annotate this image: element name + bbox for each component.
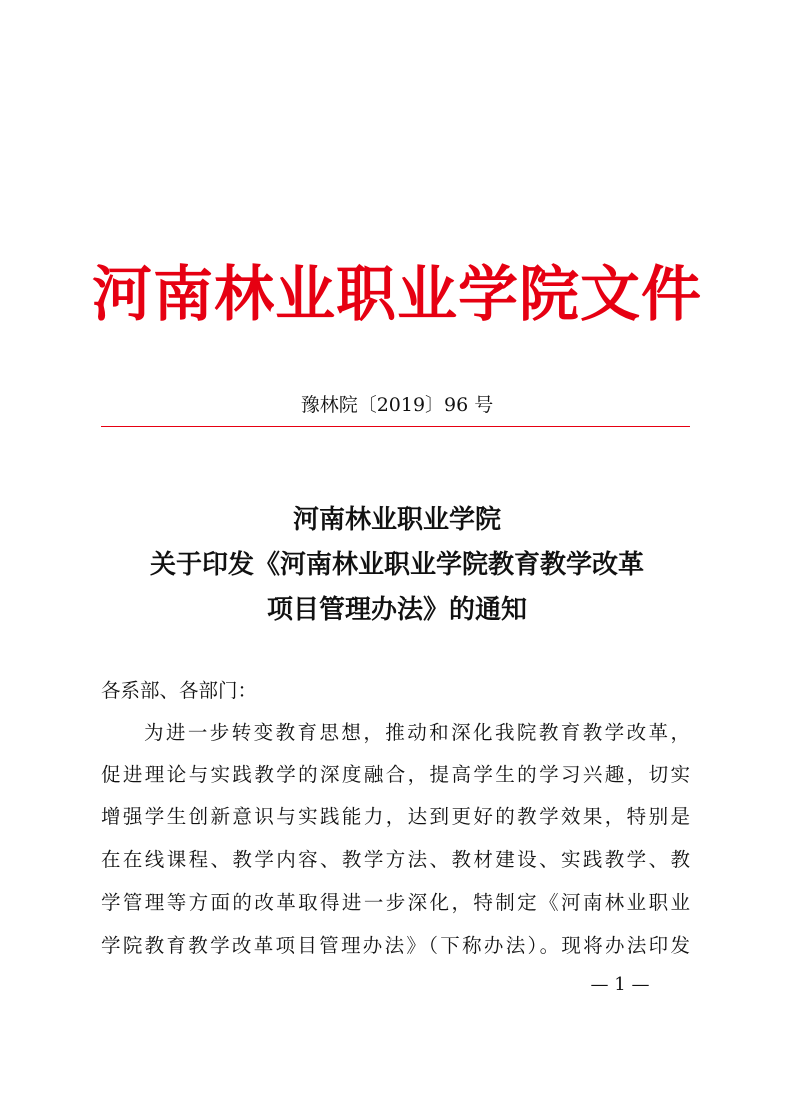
document-header-title: 河南林业职业学院文件: [92, 260, 702, 330]
notice-title-line-1: 河南林业职业学院: [292, 505, 501, 535]
paragraph-line: 增强学生创新意识与实践能力，达到更好的教学效果，特别是: [101, 805, 690, 828]
header-divider: [101, 426, 690, 427]
document-number: 豫林院〔2019〕96 号: [300, 394, 494, 416]
paragraph-line: 在在线课程、教学内容、教学方法、教材建设、实践教学、教: [101, 848, 690, 871]
notice-title-line-3: 项目管理办法》的通知: [266, 595, 527, 625]
paragraph-line: 学管理等方面的改革取得进一步深化，特制定《河南林业职业: [101, 891, 690, 914]
paragraph-line: 为进一步转变教育思想，推动和深化我院教育教学改革，: [144, 721, 690, 744]
page-number: — 1 —: [590, 974, 650, 995]
salutation: 各系部、各部门：: [101, 679, 258, 702]
paragraph-line: 促进理论与实践教学的深度融合，提高学生的学习兴趣，切实: [101, 763, 690, 786]
paragraph-line: 学院教育教学改革项目管理办法》（下称办法）。现将办法印发: [101, 934, 690, 957]
notice-title-line-2: 关于印发《河南林业职业学院教育教学改革: [149, 550, 644, 580]
